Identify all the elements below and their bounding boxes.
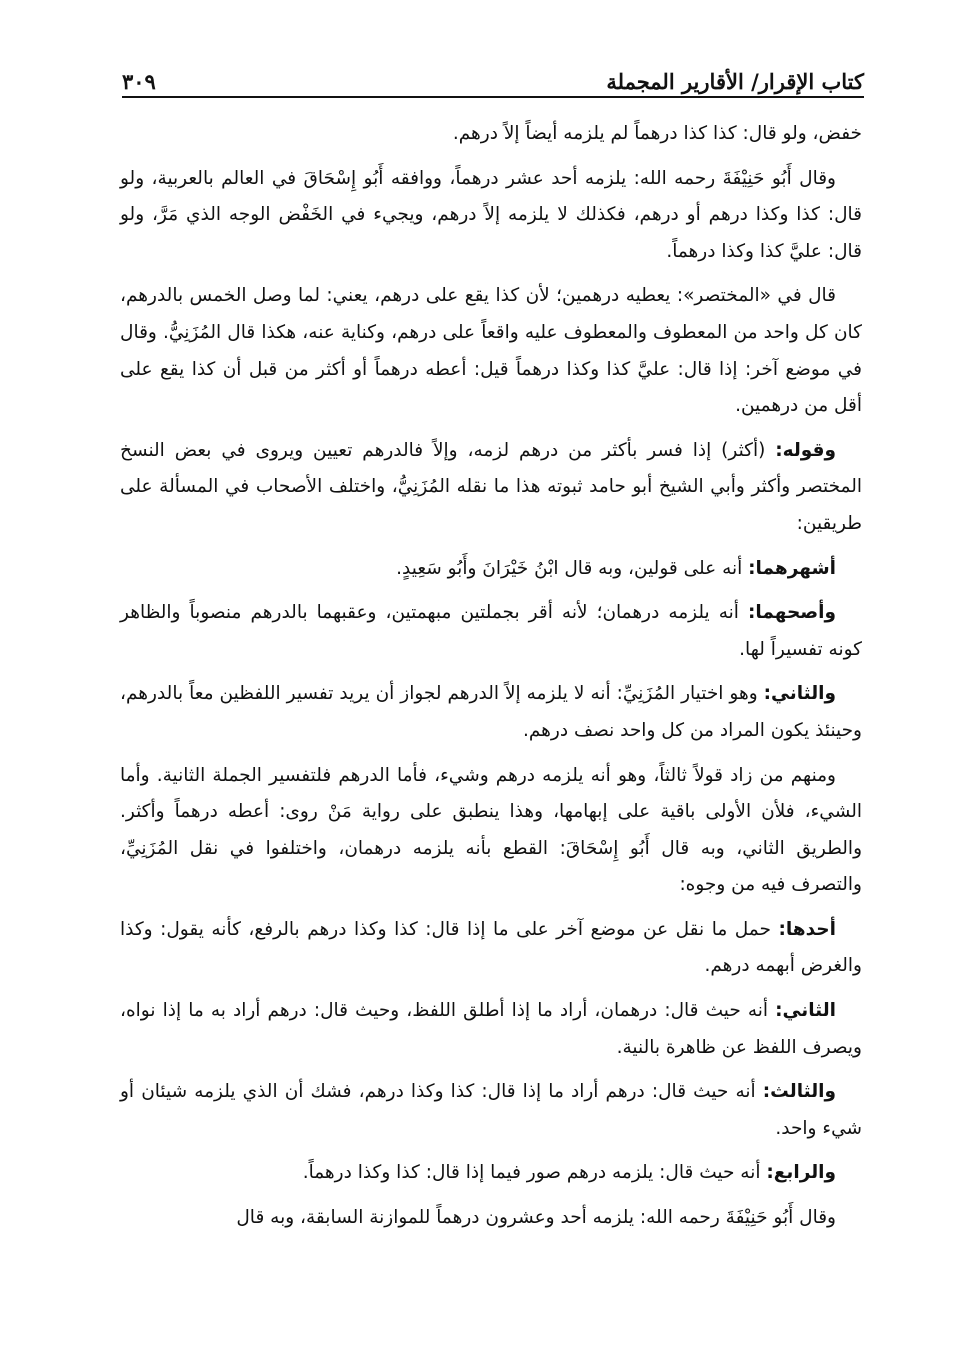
paragraph-text: ومنهم من زاد قولاً ثالثاً، وهو أنه يلزمه درهم وشيء، فأما الدرهم فلتفسير الجملة الثانية. وأما الشيء، فلأن الأولى باقية على إبهامها، وهذا ينطبق على رواية مَنْ روى: أعطه درهماً وأكثر. والطريق الثاني، وبه قال أَبُو إِسْحَاقَ: القطع بأنه يلزمه درهمان، واختلفوا في نقل المُزَنِيِّ، والتصرف فيه من وجوه: bbox=[120, 764, 862, 896]
paragraph bbox=[120, 676, 862, 749]
paragraph bbox=[120, 758, 862, 904]
running-title: كتاب الإقرار/ الأقارير المجملة bbox=[606, 69, 864, 94]
paragraph-lead: وقوله: bbox=[775, 439, 836, 461]
paragraph bbox=[120, 1074, 862, 1147]
body-text bbox=[120, 116, 862, 1245]
paragraph-text: وقال أَبُو حَنِيْفَةَ رحمه الله: يلزمه أحد عشر درهماً، ووافقه أَبُو إِسْحَاقَ في العالم بالعربية، ولو قال: كذا وكذا درهم أو درهم، فكذلك لا يلزمه إلاً درهم، ويجيء في الخَفْض الوجه الذي مَرَّ، ولو قال: عليَّ كذا وكذا درهماً. bbox=[120, 167, 862, 262]
paragraph bbox=[120, 433, 862, 543]
paragraph-text: أنه على قولين، وبه قال ابْنُ خَيْرَانَ وأَبُو سَعِيدٍ. bbox=[396, 557, 749, 579]
paragraph-text: خفض، ولو قال: كذا كذا درهماً لم يلزمه أيضاً إلاً درهم. bbox=[452, 123, 862, 144]
paragraph-text: أنه حيث قال: درهم أراد ما إذا قال: كذا وكذا درهم، فشك أن الذي يلزمه شيئان أو شيء واحد. bbox=[120, 1081, 862, 1139]
paragraph-lead: وأصحهما: bbox=[747, 602, 836, 624]
paragraph-lead: أشهرهما: bbox=[748, 557, 836, 579]
paragraph-lead: والرابع: bbox=[766, 1162, 836, 1184]
paragraph bbox=[120, 551, 862, 588]
paragraph bbox=[120, 595, 862, 668]
paragraph-text: وقال أَبُو حَنِيْفَةَ رحمه الله: يلزمه أحد وعشرون درهماً للموازنة السابقة، وبه قال bbox=[236, 1207, 836, 1229]
paragraph-text: أنه حيث قال: درهمان، أراد ما إذا أطلق اللفظ، وحيث قال: درهم أراد به ما إذا نواه، ويصرف اللفظ عن ظاهرة بالنية. bbox=[120, 1000, 862, 1058]
paragraph-lead: أحدها: bbox=[778, 918, 836, 940]
paragraph bbox=[120, 161, 862, 271]
paragraph bbox=[120, 278, 862, 424]
paragraph-text: (أكثر) إذا فسر بأكثر من درهم لزمه، وإلاً فالدرهم تعيين ويروى في بعض النسخ المختصر وأكثر وأبي الشيخ أبو حامد ثبوته هذا ما نقله المُزَنِيُّ، واختلف الأصحاب في المسألة على طريقين: bbox=[120, 439, 862, 534]
paragraph-text: حمل ما نقل عن موضع آخر على ما إذا قال: كذا وكذا درهم بالرفع، كأنه يقول: وكذا والغرض أبهمه درهم. bbox=[120, 918, 862, 977]
paragraph-lead: الثاني: bbox=[775, 1000, 836, 1022]
paragraph-lead: والثالث: bbox=[762, 1081, 836, 1103]
paragraph bbox=[120, 993, 862, 1066]
paragraph-text: وهو اختيار المُزَنِيِّ: أنه لا يلزمه إلاً الدرهم لجواز أن يريد تفسير اللفظين معاً بالدرهم، وحينئذ يكون المراد من كل واحد نصف درهم. bbox=[120, 683, 862, 741]
paragraph-text: أنه حيث قال: يلزمه درهم صور فيما إذا قال: كذا وكذا درهماً. bbox=[302, 1162, 767, 1184]
paragraph bbox=[120, 1155, 862, 1192]
paragraph bbox=[120, 116, 862, 153]
header-divider bbox=[122, 96, 864, 98]
paragraph-lead: والثاني: bbox=[763, 683, 836, 705]
page-number: ٣٠٩ bbox=[122, 69, 156, 94]
paragraph bbox=[120, 912, 862, 985]
page-header bbox=[122, 54, 864, 94]
paragraph-text: أنه يلزمه درهمان؛ لأنه أقر بجملتين مبهمتين، وعقبهما بالدرهم منصوباً والظاهر كونه تفسيراً لها. bbox=[120, 602, 862, 660]
paragraph bbox=[120, 1200, 862, 1237]
paragraph-text: قال في «المختصر»: يعطيه درهمين؛ لأن كذا يقع على درهم، يعني: لما وصل الخمس بالدرهم، كان كل واحد من المعطوف والمعطوف عليه واقعاً على درهم، وكناية عنه، هكذا قال المُزَنِيُّ. وقال في موضع آخر: إذا قال: عليَّ كذا وكذا درهماً قيل: أعطه درهماً أو أكثر من قبل أن كذا يقع على أقل من درهمين. bbox=[120, 285, 862, 417]
